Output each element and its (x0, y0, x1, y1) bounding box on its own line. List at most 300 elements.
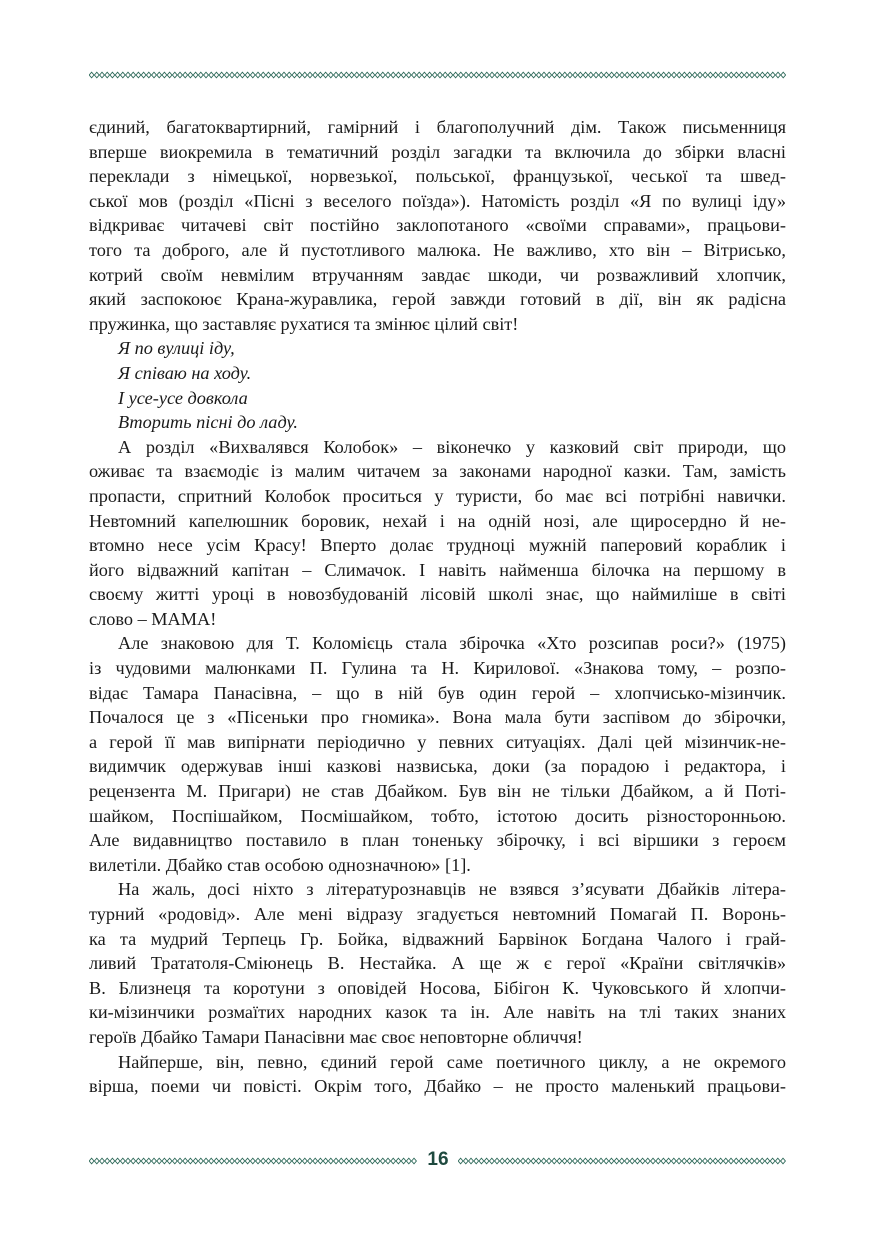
ornament-diamond (713, 1158, 718, 1164)
ornament-diamond (567, 1158, 572, 1164)
ornament-diamond (427, 72, 432, 78)
ornament-diamond (666, 72, 671, 78)
ornament-diamond (630, 1158, 635, 1164)
poem-line: Я по вулиці іду, (118, 338, 235, 359)
ornament-diamond (677, 1158, 682, 1164)
ornament-diamond (739, 1158, 744, 1164)
ornament-diamond (775, 1158, 780, 1164)
ornament-diamond (214, 1158, 219, 1164)
ornament-diamond (765, 1158, 770, 1164)
ornament-diamond (183, 1158, 188, 1164)
poem-line: Вторить пісні до ладу. (118, 412, 298, 433)
ornament-diamond (209, 1158, 214, 1164)
ornament-diamond (562, 1158, 567, 1164)
ornament-diamond (178, 72, 183, 78)
ornament-diamond (126, 1158, 131, 1164)
ornament-diamond (646, 72, 651, 78)
text-line: того та доброго, але й пустотливого малюка. Не важливо, хто він – Вітрисько, (89, 239, 786, 260)
ornament-diamond (521, 1158, 526, 1164)
ornament-diamond (172, 72, 177, 78)
ornament-diamond (146, 1158, 151, 1164)
ornament-diamond (588, 1158, 593, 1164)
ornament-diamond (625, 1158, 630, 1164)
ornament-diamond (219, 1158, 224, 1164)
ornament-diamond (557, 1158, 562, 1164)
ornament-diamond (292, 1158, 297, 1164)
ornament-diamond (474, 1158, 479, 1164)
ornament-diamond (635, 72, 640, 78)
ornament-diamond (204, 1158, 209, 1164)
ornament-diamond (484, 72, 489, 78)
ornament-diamond (661, 72, 666, 78)
text-line: втомно несе усім Красу! Вперто долає трудноці мужній паперовий кораблик і (89, 535, 786, 556)
ornament-diamond (500, 1158, 505, 1164)
text-line: вилетіли. Дбайко став особою однозначною» [1]. (89, 854, 471, 875)
text-line: На жаль, досі ніхто з літературознавців не взявся з’ясувати Дбайків літера- (118, 879, 786, 900)
ornament-diamond (432, 72, 437, 78)
ornament-diamond (89, 1158, 94, 1164)
text-line: ка та мудрий Терпець Гр. Бойка, відважний Барвінок Богдана Чалого і грай- (89, 928, 786, 949)
ornament-diamond (172, 1158, 177, 1164)
ornament-diamond (302, 72, 307, 78)
ornament-diamond (573, 72, 578, 78)
ornament-diamond (510, 1158, 515, 1164)
ornament-diamond (438, 72, 443, 78)
ornament-diamond (276, 72, 281, 78)
ornament-diamond (588, 72, 593, 78)
ornament-diamond (271, 1158, 276, 1164)
ornament-diamond (131, 1158, 136, 1164)
ornament-diamond (105, 1158, 110, 1164)
ornament-diamond (739, 72, 744, 78)
ornament-diamond (547, 72, 552, 78)
ornament-diamond (365, 72, 370, 78)
text-line: вірша, поеми чи повісті. Окрім того, Дбайко – не просто маленький працьови- (89, 1076, 786, 1097)
ornament-diamond (760, 1158, 765, 1164)
ornament-diamond (380, 1158, 385, 1164)
ornament-diamond (360, 1158, 365, 1164)
ornament-diamond (297, 1158, 302, 1164)
ornament-diamond (297, 72, 302, 78)
ornament-diamond (240, 1158, 245, 1164)
ornament-diamond (599, 72, 604, 78)
ornament-diamond (640, 1158, 645, 1164)
ornament-diamond (380, 72, 385, 78)
ornament-diamond (391, 72, 396, 78)
poem-line: Я співаю на ходу. (118, 362, 252, 383)
ornament-diamond (261, 1158, 266, 1164)
ornament-diamond (318, 1158, 323, 1164)
top-ornament-divider (89, 71, 786, 79)
body-text (89, 115, 786, 1099)
ornament-diamond (198, 72, 203, 78)
ornament-diamond (105, 72, 110, 78)
text-line: переклади з німецької, норвезької, польської, французької, чеської та швед- (89, 166, 786, 187)
ornament-diamond (770, 72, 775, 78)
ornament-diamond (479, 72, 484, 78)
text-line: його відважний капітан – Слимачок. І навіть найменша білочка на першому в (89, 559, 786, 580)
text-line: відкриває читачеві світ постійно заклопотаного «своїми справами», працьови- (89, 215, 786, 236)
ornament-diamond (198, 1158, 203, 1164)
ornament-diamond (443, 72, 448, 78)
bottom-right-ornament-pattern (458, 1157, 786, 1165)
ornament-diamond (349, 72, 354, 78)
ornament-diamond (287, 72, 292, 78)
bottom-left-ornament-pattern (89, 1157, 418, 1165)
ornament-diamond (697, 1158, 702, 1164)
bottom-ornament-right (458, 1157, 786, 1165)
ornament-diamond (256, 1158, 261, 1164)
ornament-diamond (781, 72, 786, 78)
ornament-diamond (718, 1158, 723, 1164)
text-line: Найперше, він, певно, єдиний герой саме поетичного циклу, а не окремого (118, 1051, 786, 1072)
ornament-diamond (734, 72, 739, 78)
ornament-diamond (245, 72, 250, 78)
ornament-diamond (230, 72, 235, 78)
ornament-diamond (344, 72, 349, 78)
ornament-diamond (110, 72, 115, 78)
ornament-diamond (749, 1158, 754, 1164)
ornament-diamond (609, 1158, 614, 1164)
text-line: слово – МАМА! (89, 608, 217, 629)
ornament-diamond (323, 1158, 328, 1164)
ornament-diamond (671, 1158, 676, 1164)
ornament-diamond (614, 72, 619, 78)
ornament-diamond (770, 1158, 775, 1164)
ornament-diamond (235, 72, 240, 78)
ornament-diamond (157, 1158, 162, 1164)
ornament-diamond (245, 1158, 250, 1164)
text-line: пружинка, що заставляє рухатися та змінює цілий світ! (89, 313, 519, 334)
ornament-diamond (188, 1158, 193, 1164)
ornament-diamond (136, 72, 141, 78)
ornament-diamond (682, 1158, 687, 1164)
ornament-diamond (230, 1158, 235, 1164)
ornament-diamond (640, 72, 645, 78)
ornament-diamond (115, 72, 120, 78)
ornament-diamond (193, 1158, 198, 1164)
ornament-diamond (188, 72, 193, 78)
ornament-diamond (625, 72, 630, 78)
ornament-diamond (318, 72, 323, 78)
ornament-diamond (765, 72, 770, 78)
ornament-diamond (386, 72, 391, 78)
ornament-diamond (282, 72, 287, 78)
ornament-diamond (339, 72, 344, 78)
text-line: рецензента М. Пригари) не став Дбайком. Був він не тільки Дбайком, а й Поті- (89, 781, 786, 802)
ornament-diamond (448, 72, 453, 78)
ornament-diamond (593, 1158, 598, 1164)
text-line: своєму житті уроці в новозбудованій лісовій школі знає, що наймиліше в світі (89, 584, 786, 605)
ornament-diamond (672, 72, 677, 78)
ornament-diamond (718, 72, 723, 78)
ornament-diamond (157, 72, 162, 78)
text-line: ки-мізинчики розмаїтих народних казок та ін. Але навіть на тлі таких знаних (89, 1002, 786, 1023)
ornament-diamond (531, 72, 536, 78)
ornament-diamond (224, 72, 229, 78)
ornament-diamond (562, 72, 567, 78)
text-line: видимчик одержував інші казкові назвиська, доки (за порадою і редактора, і (89, 756, 786, 777)
ornament-diamond (708, 72, 713, 78)
text-line: шайком, Поспішайком, Посмішайком, тобто, істотою досить різносторонньою. (89, 805, 786, 826)
ornament-diamond (178, 1158, 183, 1164)
ornament-diamond (698, 72, 703, 78)
ornament-diamond (354, 72, 359, 78)
text-line: Але видавництво поставило в план тоненьку збірочку, і всі віршики з героєм (89, 830, 786, 851)
ornament-diamond (391, 1158, 396, 1164)
text-line: В. Близнеця та коротуни з оповідей Носова, Бібігон К. Чуковського й хлопчи- (89, 977, 786, 998)
text-line: Почалося це з «Пісеньки про гномика». Вона мала бути заспівом до збірочки, (89, 707, 786, 728)
ornament-diamond (744, 1158, 749, 1164)
ornament-diamond (510, 72, 515, 78)
ornament-diamond (214, 72, 219, 78)
text-line: ливий Трататоля-Сміюнець В. Нестайка. А ще ж є герої «Країни світлячків» (89, 953, 786, 974)
ornament-diamond (375, 1158, 380, 1164)
ornament-diamond (573, 1158, 578, 1164)
ornament-diamond (453, 72, 458, 78)
ornament-diamond (126, 72, 131, 78)
ornament-diamond (469, 1158, 474, 1164)
ornament-diamond (162, 1158, 167, 1164)
ornament-diamond (204, 72, 209, 78)
ornament-diamond (599, 1158, 604, 1164)
ornament-diamond (495, 72, 500, 78)
ornament-diamond (287, 1158, 292, 1164)
ornament-diamond (464, 72, 469, 78)
ornament-diamond (167, 1158, 172, 1164)
ornament-diamond (677, 72, 682, 78)
text-line: відає Тамара Панасівна, – що в ній був один герой – хлопчисько-мізинчик. (89, 682, 786, 703)
ornament-diamond (734, 1158, 739, 1164)
ornament-diamond (219, 72, 224, 78)
ornament-diamond (100, 1158, 105, 1164)
ornament-diamond (495, 1158, 500, 1164)
ornament-diamond (344, 1158, 349, 1164)
ornament-diamond (209, 72, 214, 78)
page-number: 16 (427, 1149, 449, 1170)
ornament-diamond (167, 72, 172, 78)
ornament-diamond (516, 72, 521, 78)
ornament-diamond (479, 1158, 484, 1164)
ornament-diamond (760, 72, 765, 78)
ornament-diamond (458, 72, 463, 78)
ornament-diamond (276, 1158, 281, 1164)
ornament-diamond (370, 1158, 375, 1164)
ornament-diamond (141, 72, 146, 78)
ornament-diamond (604, 1158, 609, 1164)
ornament-diamond (235, 1158, 240, 1164)
ornament-diamond (542, 72, 547, 78)
ornament-diamond (526, 1158, 531, 1164)
ornament-diamond (630, 72, 635, 78)
ornament-diamond (386, 1158, 391, 1164)
ornament-diamond (583, 72, 588, 78)
ornament-diamond (661, 1158, 666, 1164)
ornament-diamond (594, 72, 599, 78)
ornament-diamond (536, 1158, 541, 1164)
ornament-diamond (396, 72, 401, 78)
ornament-diamond (328, 72, 333, 78)
ornament-diamond (692, 72, 697, 78)
ornament-diamond (703, 72, 708, 78)
ornament-diamond (463, 1158, 468, 1164)
ornament-diamond (110, 1158, 115, 1164)
text-line: котрий своїм невмілим втручанням завдає шкоди, чи розважливий хлопчик, (89, 264, 786, 285)
text-line: А розділ «Вихвалявся Колобок» – віконечко у казковий світ природи, що (118, 436, 786, 457)
ornament-diamond (89, 72, 94, 78)
ornament-diamond (703, 1158, 708, 1164)
ornament-diamond (755, 1158, 760, 1164)
text-line: оживає та взаємодіє із малим читачем за законами народної казки. Там, замість (89, 461, 786, 482)
ornament-diamond (552, 1158, 557, 1164)
ornament-diamond (781, 1158, 786, 1164)
text-line: який заспокоює Крана-журавлика, герой завжди готовий в дії, він як радісна (89, 289, 786, 310)
ornament-diamond (349, 1158, 354, 1164)
ornament-diamond (152, 1158, 157, 1164)
ornament-diamond (474, 72, 479, 78)
ornament-diamond (755, 72, 760, 78)
ornament-diamond (744, 72, 749, 78)
ornament-diamond (224, 1158, 229, 1164)
ornament-diamond (776, 72, 781, 78)
ornament-diamond (136, 1158, 141, 1164)
text-line: єдиний, багатоквартирний, гамірний і благополучний дім. Також письменниця (89, 117, 786, 137)
ornament-diamond (240, 72, 245, 78)
text-line: а герой її мав випірнати періодично у певних ситуаціях. Далі цей мізинчик-не- (89, 731, 786, 752)
ornament-diamond (334, 72, 339, 78)
text-line: вперше виокремила в тематичний розділ загадки та включила до збірки власні (89, 141, 786, 162)
ornament-diamond (609, 72, 614, 78)
poem-line: І усе-усе довкола (118, 387, 248, 408)
ornament-diamond (94, 72, 99, 78)
ornament-diamond (115, 1158, 120, 1164)
ornament-diamond (547, 1158, 552, 1164)
ornament-diamond (682, 72, 687, 78)
ornament-diamond (687, 1158, 692, 1164)
ornament-diamond (526, 72, 531, 78)
ornament-diamond (308, 1158, 313, 1164)
ornament-diamond (266, 1158, 271, 1164)
ornament-diamond (261, 72, 266, 78)
ornament-diamond (162, 72, 167, 78)
ornament-diamond (458, 1158, 463, 1164)
ornament-diamond (339, 1158, 344, 1164)
ornament-diamond (412, 72, 417, 78)
ornament-diamond (578, 72, 583, 78)
ornament-diamond (568, 72, 573, 78)
ornament-diamond (708, 1158, 713, 1164)
ornament-diamond (131, 72, 136, 78)
ornament-diamond (724, 72, 729, 78)
ornament-diamond (313, 72, 318, 78)
ornament-diamond (302, 1158, 307, 1164)
ornament-diamond (723, 1158, 728, 1164)
ornament-diamond (651, 1158, 656, 1164)
ornament-diamond (578, 1158, 583, 1164)
ornament-diamond (536, 72, 541, 78)
ornament-diamond (729, 72, 734, 78)
top-ornament-pattern (89, 71, 786, 79)
ornament-diamond (692, 1158, 697, 1164)
text-line: турний «родовід». Але мені відразу згадується невтомний Помагай П. Воронь- (89, 904, 786, 924)
ornament-diamond (656, 1158, 661, 1164)
ornament-diamond (422, 72, 427, 78)
ornament-diamond (505, 72, 510, 78)
ornament-diamond (552, 72, 557, 78)
ornament-diamond (120, 1158, 125, 1164)
ornament-diamond (354, 1158, 359, 1164)
ornament-diamond (292, 72, 297, 78)
ornament-diamond (401, 72, 406, 78)
ornament-diamond (323, 72, 328, 78)
ornament-diamond (365, 1158, 370, 1164)
ornament-diamond (146, 72, 151, 78)
bottom-ornament-left (89, 1157, 418, 1165)
ornament-diamond (266, 72, 271, 78)
ornament-diamond (713, 72, 718, 78)
ornament-diamond (750, 72, 755, 78)
ornament-diamond (583, 1158, 588, 1164)
ornament-diamond (469, 72, 474, 78)
ornament-diamond (619, 1158, 624, 1164)
text-line: Але знаковою для Т. Коломієць стала збірочка «Хто розсипав роси?» (1975) (118, 633, 786, 654)
ornament-diamond (94, 1158, 99, 1164)
ornament-diamond (541, 1158, 546, 1164)
ornament-diamond (308, 72, 313, 78)
ornament-diamond (490, 72, 495, 78)
ornament-diamond (250, 72, 255, 78)
text-line: із чудовими малюнками П. Гулина та Н. Кирилової. «Знакова тому, – розпо- (89, 658, 786, 679)
ornament-diamond (152, 72, 157, 78)
ornament-diamond (604, 72, 609, 78)
ornament-diamond (193, 72, 198, 78)
ornament-diamond (375, 72, 380, 78)
ornament-diamond (256, 72, 261, 78)
ornament-diamond (635, 1158, 640, 1164)
text-line: пропасти, спритний Колобок проситься у туристи, бо має всі потрібні навички. (89, 485, 786, 506)
ornament-diamond (360, 72, 365, 78)
ornament-diamond (651, 72, 656, 78)
ornament-diamond (666, 1158, 671, 1164)
ornament-diamond (557, 72, 562, 78)
ornament-diamond (100, 72, 105, 78)
ornament-diamond (183, 72, 188, 78)
ornament-diamond (417, 72, 422, 78)
ornament-diamond (334, 1158, 339, 1164)
ornament-diamond (282, 1158, 287, 1164)
ornament-diamond (729, 1158, 734, 1164)
ornament-diamond (620, 72, 625, 78)
ornament-diamond (656, 72, 661, 78)
ornament-diamond (313, 1158, 318, 1164)
ornament-diamond (271, 72, 276, 78)
ornament-diamond (645, 1158, 650, 1164)
ornament-diamond (521, 72, 526, 78)
text-line: ської мов (розділ «Пісні з веселого поїзда»). Натомість розділ «Я по вулиці іду» (89, 190, 786, 211)
text-line: героїв Дбайко Тамари Панасівни має своє неповторне обличчя! (89, 1026, 583, 1047)
ornament-diamond (500, 72, 505, 78)
ornament-diamond (328, 1158, 333, 1164)
ornament-diamond (250, 1158, 255, 1164)
text-line: Невтомний капелюшник боровик, нехай і на одній нозі, але щиросердно й не- (89, 510, 786, 531)
ornament-diamond (614, 1158, 619, 1164)
ornament-diamond (531, 1158, 536, 1164)
ornament-diamond (505, 1158, 510, 1164)
ornament-diamond (141, 1158, 146, 1164)
ornament-diamond (370, 72, 375, 78)
ornament-diamond (515, 1158, 520, 1164)
ornament-diamond (489, 1158, 494, 1164)
